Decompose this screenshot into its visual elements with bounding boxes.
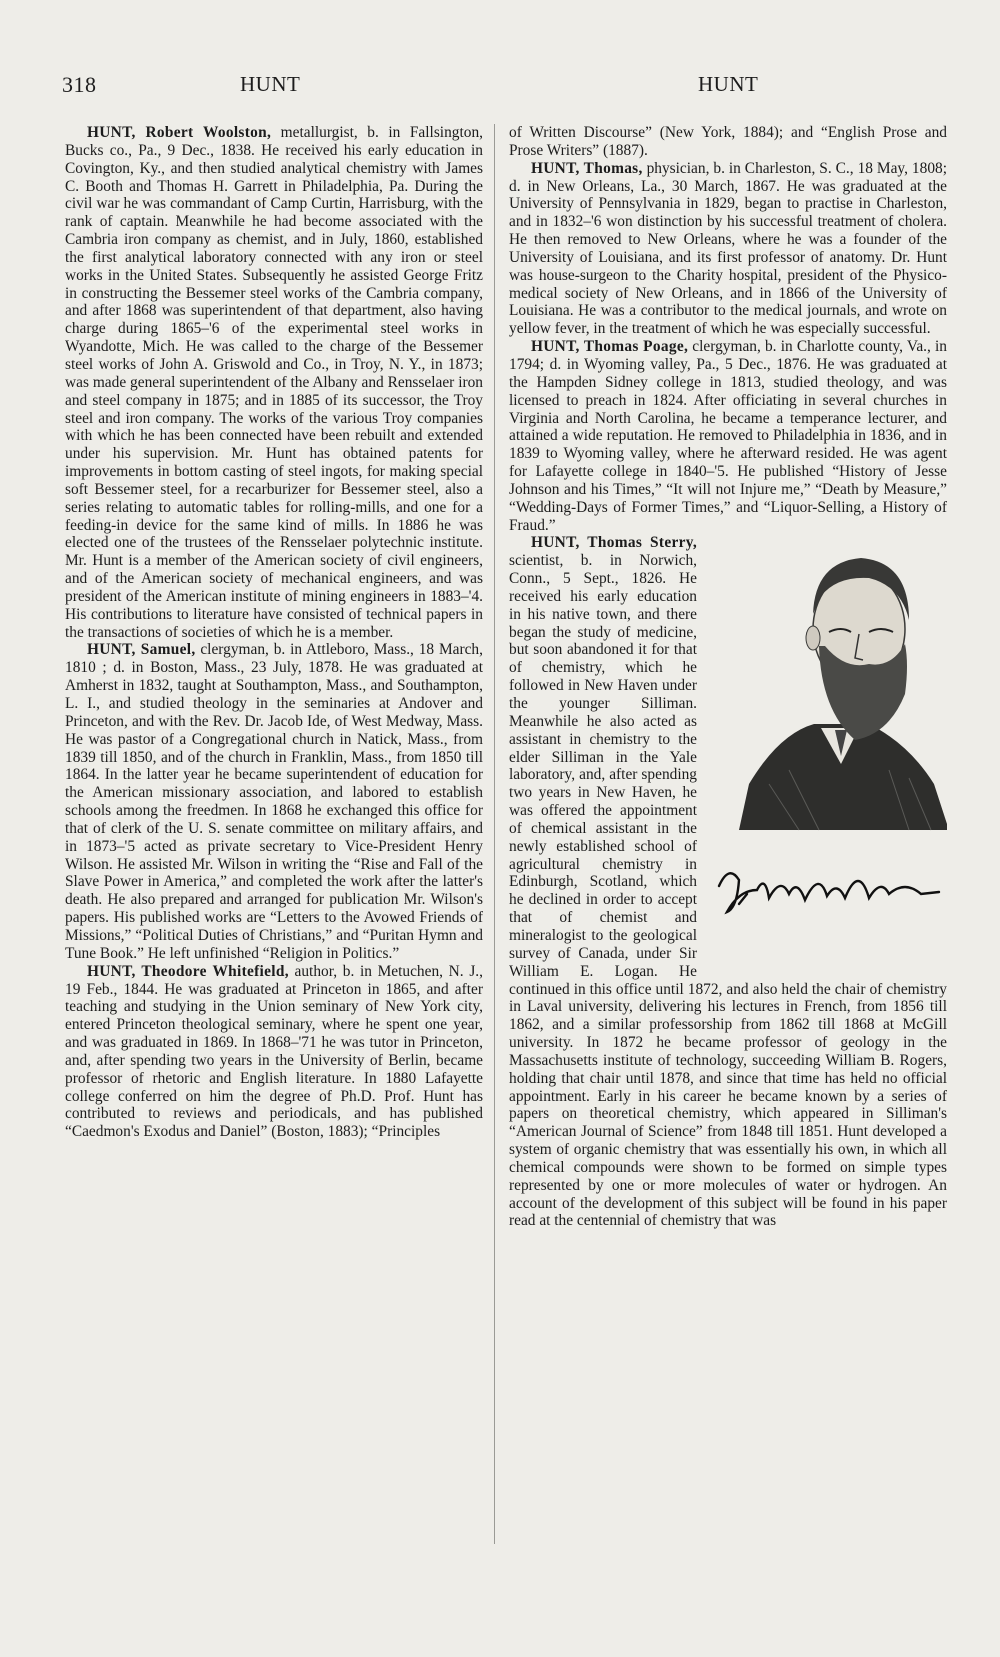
- entry-headword: HUNT, Samuel,: [87, 641, 196, 659]
- entry-text: physician, b. in Charleston, S. C., 18 May, 1808; d. in New Orleans, La., 30 March, 1867. He was graduated at the University of Pennsylvania in 1829, began to practise in Charleston, and in 1832–'6 won distinction by his successful treatment of cholera. He then removed to New Orleans, where he was a founder of the University of Louisiana, and its first professor of anatomy. Dr. Hunt was house-surgeon to the Charity hospital, president of the Physico-medical society of New Orleans, and in 1866 of the University of Louisiana. He was a contributor to the medical journals, and wrote on yellow fever, in the treatment of which he was especially successful.: [509, 159, 947, 338]
- entry-text: scientist, b. in Norwich, Conn., 5 Sept., 1826. He received his early education in his native town, and there began the study of medicine, but soon abandoned it for that of chemistry, which he followed in New Haven under the younger Silliman. Meanwhile he also acted as assistant in chemistry to the elder Silliman in the Yale laboratory, and, after spending two years in New Haven, he was offered the appointment of chemical assistant in the newly established school of agricultural chemistry in Edinburgh, Scotland, which he declined in order to accept that of chemist and mineralogist to the geological survey of Canada, under Sir William E. Logan. He continued in this office until 1872, and also held the chair of chemistry in Laval university, delivering his lectures in French, from 1856 till 1862, and a similar professorship from 1862 till 1868 at McGill university. In 1872 he became professor of geology in the Massachusetts institute of technology, succeeding William B. Rogers, holding that chair until 1878, and since that time has held no official appointment. Early in his career he became known by a series of papers on theoretical chemistry, which appeared in Silliman's “American Journal of Science” from 1848 till 1851. Hunt developed a system of organic chemistry that was essentially his own, in which all chemical compounds were shown to be formed on simple types represented by one or more molecules of water or hydrogen. An account of the development of this subject will be found in his paper read at the centennial of chemistry that was: [509, 552, 947, 1230]
- left-running-head: HUNT: [240, 72, 301, 96]
- entry-headword: HUNT, Theodore Whitefield,: [87, 962, 289, 980]
- entry-thomas-sterry-hunt: [509, 534, 947, 1230]
- entry-headword: HUNT, Robert Woolston,: [87, 124, 272, 141]
- entry-headword: HUNT, Thomas,: [531, 159, 643, 177]
- entry-theodore-whitefield-hunt: [65, 963, 483, 1141]
- entry-headword: HUNT, Thomas Poage,: [531, 338, 689, 356]
- entry-text: clergyman, b. in Charlotte county, Va., in 1794; d. in Wyoming valley, Pa., 5 Dec., 1876. He was graduated at the Hampden Sidney college in 1813, studied theology, and was licensed to preach in 1824. After officiating in several churches in Virginia and North Carolina, he became a temperance lecturer, and attained a wide reputation. He removed to Philadelphia in 1836, and in 1839 to Wyoming valley, where he afterward resided. He was agent for Lafayette college in 1840–'5. He published “History of Jesse Johnson and his Times,” “It will not Injure me,” “Death by Measure,” “Wedding-Days of Former Times,” and “Liquor-Selling, a History of Fraud.”: [509, 338, 947, 534]
- entry-thomas-hunt: [509, 160, 947, 338]
- page-number: 318: [62, 72, 97, 97]
- entry-text: metallurgist, b. in Fallsington, Bucks co., Pa., 9 Dec., 1838. He received his early education in Covington, Ky., and then studied analytical chemistry with James C. Booth and Thomas H. Garrett in Philadelphia, Pa. During the civil war he was commandant of Camp Curtin, Harrisburg, with the rank of captain. Meanwhile he had become associated with the Cambria iron company as chemist, and in July, 1860, established the first analytical laboratory connected with any iron or steel works in the United States. Subsequently he assisted George Fritz in constructing the Bessemer steel works of the Cambria company, and after 1868 was superintendent of that department, also having charge during 1865–'6 of the experimental steel works in Wyandotte, Mich. He was called to the charge of the Bessemer steel works of John A. Griswold and Co., in Troy, N. Y., in 1873; was made general superintendent of the Albany and Rensselaer iron and steel company in 1875; and in 1885 of its successor, the Troy steel and iron company. The works of the various Troy companies with which he has been connected have been rebuilt and extended under his supervision. Mr. Hunt has obtained patents for improvements in bottom casting of steel ingots, for making special soft Bessemer steel, for a recarburizer for Bessemer steel, also a series relating to automatic tables for rolling-mills, and one for a feeding-in device for the same kind of mills. In 1886 he was elected one of the trustees of the Rensselaer polytechnic institute. Mr. Hunt is a member of the American society of civil engineers, and of the American society of mechanical engineers, and was president of the American institute of mining engineers in 1883–'4. His contributions to literature have consisted of technical papers in the transactions of societies of which he is a member.: [65, 124, 483, 641]
- running-header: [62, 72, 940, 102]
- entry-headword: HUNT, Thomas Sterry,: [531, 534, 697, 552]
- right-running-head: HUNT: [698, 72, 759, 96]
- portrait-figure: [709, 534, 947, 960]
- left-column: [65, 124, 483, 1141]
- entry-text: author, b. in Metuchen, N. J., 19 Feb., 1844. He was graduated at Princeton in 1865, and after teaching and studying in the Union seminary of New York city, entered Princeton theological seminary, where he spent one year, and was graduated in 1869. In 1868–'71 he was tutor in Princeton, and, after spending two years in the University of Berlin, became professor of rhetoric and English literature. In 1880 Lafayette college conferred on him the degree of Ph.D. Prof. Hunt has contributed to reviews and periodicals, and has published “Caedmon's Exodus and Daniel” (Boston, 1883); “Principles: [65, 962, 484, 1141]
- entry-samuel-hunt: [65, 641, 483, 962]
- right-column: [509, 124, 947, 1230]
- continued-text: of Written Discourse” (New York, 1884); and “English Prose and Prose Writers” (1887).: [509, 124, 947, 159]
- engraved-portrait: [709, 534, 947, 960]
- column-divider: [494, 124, 495, 1544]
- entry-thomas-poage-hunt: [509, 338, 947, 534]
- entry-text: clergyman, b. in Attleboro, Mass., 18 March, 1810 ; d. in Boston, Mass., 23 July, 1878. He was graduated at Amherst in 1832, taught at Southampton, Mass., and Southampton, L. I., and studied theology in the seminaries at Andover and Princeton, and with the Rev. Dr. Jacob Ide, of West Medway, Mass. He was pastor of a Congregational church in Natick, Mass., from 1839 till 1850, and of the church in Franklin, Mass., from 1850 till 1864. In the latter year he became superintendent of education for the American missionary association, and labored to establish schools among the freedmen. In 1868 he exchanged this office for that of clerk of the U. S. senate committee on military affairs, and in 1873–'5 acted as private secretary to Vice-President Henry Wilson. He assisted Mr. Wilson in writing the “Rise and Fall of the Slave Power in America,” and completed the work after the latter's death. He also prepared and arranged for publication Mr. Wilson's papers. His published works are “Letters to the Avowed Friends of Missions,” “Political Duties of Christians,” and “Puritan Hymn and Tune Book.” He left unfinished “Religion in Politics.”: [65, 641, 483, 962]
- entry-robert-woolston-hunt: [65, 124, 483, 641]
